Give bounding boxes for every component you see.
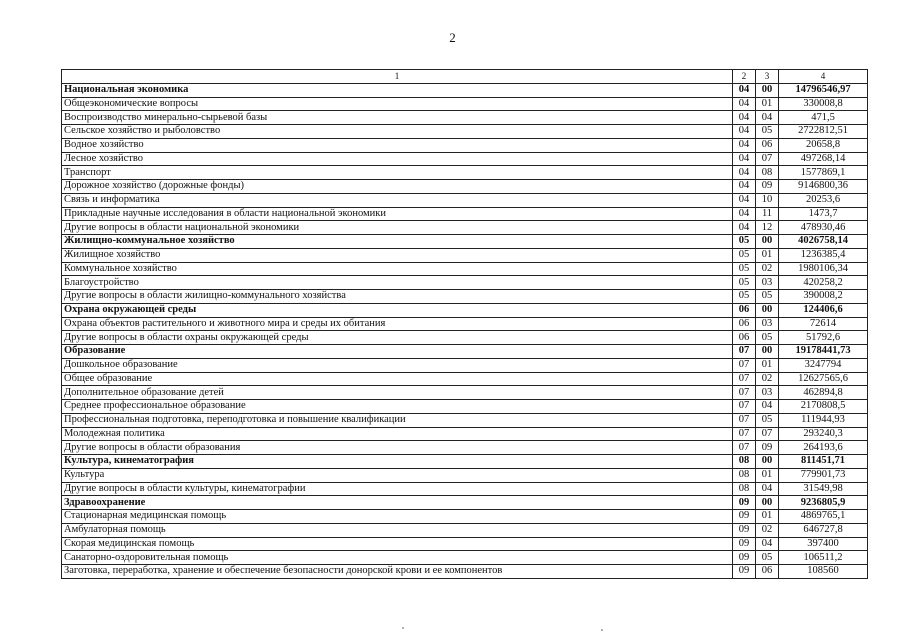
row-amount: 471,5 [779, 111, 868, 125]
row-amount: 20658,8 [779, 138, 868, 152]
table-row [62, 441, 868, 455]
row-amount: 1577869,1 [779, 166, 868, 180]
row-name: Среднее профессиональное образование [62, 400, 733, 414]
table-row [62, 386, 868, 400]
table-row [62, 510, 868, 524]
row-section-code: 05 [733, 248, 756, 262]
row-name: Другие вопросы в области культуры, кинематографии [62, 482, 733, 496]
row-section-code: 07 [733, 386, 756, 400]
row-subsection-code: 00 [756, 303, 779, 317]
row-amount: 111944,93 [779, 413, 868, 427]
row-amount: 3247794 [779, 358, 868, 372]
row-subsection-code: 07 [756, 427, 779, 441]
row-subsection-code: 07 [756, 152, 779, 166]
table-row [62, 138, 868, 152]
table-row [62, 207, 868, 221]
row-amount: 420258,2 [779, 276, 868, 290]
table-row [62, 276, 868, 290]
page-number: 2 [449, 30, 456, 45]
row-subsection-code: 01 [756, 510, 779, 524]
row-name: Дошкольное образование [62, 358, 733, 372]
row-section-code: 04 [733, 221, 756, 235]
row-amount: 4869765,1 [779, 510, 868, 524]
row-amount: 12627565,6 [779, 372, 868, 386]
row-section-code: 09 [733, 510, 756, 524]
row-section-code: 09 [733, 496, 756, 510]
row-section-code: 06 [733, 303, 756, 317]
row-name: Молодежная политика [62, 427, 733, 441]
row-subsection-code: 09 [756, 180, 779, 194]
row-name: Жилищно-коммунальное хозяйство [62, 235, 733, 249]
row-section-code: 07 [733, 345, 756, 359]
row-section-code: 04 [733, 152, 756, 166]
row-name: Национальная экономика [62, 83, 733, 97]
table-row [62, 290, 868, 304]
row-section-code: 05 [733, 235, 756, 249]
table-row [62, 523, 868, 537]
row-amount: 397400 [779, 537, 868, 551]
row-subsection-code: 00 [756, 83, 779, 97]
row-section-code: 09 [733, 537, 756, 551]
row-amount: 478930,46 [779, 221, 868, 235]
row-name: Другие вопросы в области жилищно-коммунального хозяйства [62, 290, 733, 304]
table-row [62, 152, 868, 166]
row-amount: 462894,8 [779, 386, 868, 400]
row-subsection-code: 01 [756, 97, 779, 111]
row-section-code: 05 [733, 276, 756, 290]
row-name: Профессиональная подготовка, переподготовка и повышение квалификации [62, 413, 733, 427]
row-amount: 20253,6 [779, 193, 868, 207]
row-amount: 106511,2 [779, 551, 868, 565]
row-name: Охрана объектов растительного и животного мира и среды их обитания [62, 317, 733, 331]
row-section-code: 04 [733, 166, 756, 180]
row-amount: 646727,8 [779, 523, 868, 537]
row-name: Амбулаторная помощь [62, 523, 733, 537]
row-section-code: 07 [733, 427, 756, 441]
row-name: Здравоохранение [62, 496, 733, 510]
row-subsection-code: 02 [756, 262, 779, 276]
section-row [62, 303, 868, 317]
row-subsection-code: 00 [756, 496, 779, 510]
table-row [62, 125, 868, 139]
row-subsection-code: 00 [756, 455, 779, 469]
row-name: Скорая медицинская помощь [62, 537, 733, 551]
table-row [62, 468, 868, 482]
row-section-code: 04 [733, 97, 756, 111]
row-amount: 108560 [779, 565, 868, 579]
row-amount: 1236385,4 [779, 248, 868, 262]
row-amount: 9236805,9 [779, 496, 868, 510]
row-subsection-code: 12 [756, 221, 779, 235]
row-subsection-code: 09 [756, 441, 779, 455]
row-section-code: 04 [733, 125, 756, 139]
table-row [62, 358, 868, 372]
row-subsection-code: 03 [756, 386, 779, 400]
row-amount: 4026758,14 [779, 235, 868, 249]
table-row [62, 372, 868, 386]
row-subsection-code: 05 [756, 331, 779, 345]
table-row [62, 180, 868, 194]
table-row [62, 317, 868, 331]
row-name: Дополнительное образование детей [62, 386, 733, 400]
row-amount: 72614 [779, 317, 868, 331]
row-section-code: 08 [733, 482, 756, 496]
row-section-code: 07 [733, 372, 756, 386]
header-name: 1 [62, 70, 733, 84]
table-row [62, 400, 868, 414]
row-name: Связь и информатика [62, 193, 733, 207]
row-section-code: 05 [733, 290, 756, 304]
row-amount: 497268,14 [779, 152, 868, 166]
scan-speck [601, 629, 603, 631]
row-subsection-code: 10 [756, 193, 779, 207]
row-subsection-code: 05 [756, 290, 779, 304]
row-subsection-code: 05 [756, 125, 779, 139]
row-subsection-code: 04 [756, 482, 779, 496]
row-section-code: 04 [733, 207, 756, 221]
row-amount: 1473,7 [779, 207, 868, 221]
row-amount: 51792,6 [779, 331, 868, 345]
section-row [62, 83, 868, 97]
section-row [62, 345, 868, 359]
row-amount: 9146800,36 [779, 180, 868, 194]
row-subsection-code: 02 [756, 523, 779, 537]
row-section-code: 08 [733, 455, 756, 469]
row-subsection-code: 00 [756, 345, 779, 359]
row-amount: 293240,3 [779, 427, 868, 441]
scan-speck [402, 627, 404, 629]
row-name: Другие вопросы в области образования [62, 441, 733, 455]
row-name: Дорожное хозяйство (дорожные фонды) [62, 180, 733, 194]
row-section-code: 09 [733, 565, 756, 579]
row-subsection-code: 03 [756, 276, 779, 290]
row-section-code: 07 [733, 413, 756, 427]
row-amount: 811451,71 [779, 455, 868, 469]
row-section-code: 07 [733, 400, 756, 414]
section-row [62, 235, 868, 249]
row-name: Коммунальное хозяйство [62, 262, 733, 276]
table-row [62, 331, 868, 345]
row-amount: 2170808,5 [779, 400, 868, 414]
row-amount: 31549,98 [779, 482, 868, 496]
table-row [62, 193, 868, 207]
row-name: Сельское хозяйство и рыболовство [62, 125, 733, 139]
row-section-code: 05 [733, 262, 756, 276]
table-row [62, 482, 868, 496]
row-amount: 390008,2 [779, 290, 868, 304]
row-name: Прикладные научные исследования в области национальной экономики [62, 207, 733, 221]
table-row [62, 248, 868, 262]
section-row [62, 455, 868, 469]
row-name: Стационарная медицинская помощь [62, 510, 733, 524]
row-name: Транспорт [62, 166, 733, 180]
row-subsection-code: 01 [756, 468, 779, 482]
row-section-code: 04 [733, 83, 756, 97]
row-subsection-code: 00 [756, 235, 779, 249]
row-name: Благоустройство [62, 276, 733, 290]
row-name: Другие вопросы в области охраны окружающей среды [62, 331, 733, 345]
header-subsection: 3 [756, 70, 779, 84]
row-section-code: 08 [733, 468, 756, 482]
row-section-code: 04 [733, 193, 756, 207]
row-amount: 2722812,51 [779, 125, 868, 139]
section-row [62, 496, 868, 510]
row-amount: 1980106,34 [779, 262, 868, 276]
row-name: Жилищное хозяйство [62, 248, 733, 262]
table-row [62, 413, 868, 427]
row-section-code: 06 [733, 317, 756, 331]
row-subsection-code: 06 [756, 138, 779, 152]
table-header-row [62, 70, 868, 84]
row-amount: 124406,6 [779, 303, 868, 317]
row-name: Общеэкономические вопросы [62, 97, 733, 111]
row-name: Водное хозяйство [62, 138, 733, 152]
row-subsection-code: 02 [756, 372, 779, 386]
row-section-code: 06 [733, 331, 756, 345]
row-name: Охрана окружающей среды [62, 303, 733, 317]
row-section-code: 04 [733, 180, 756, 194]
row-name: Общее образование [62, 372, 733, 386]
header-section: 2 [733, 70, 756, 84]
table-row [62, 262, 868, 276]
row-subsection-code: 06 [756, 565, 779, 579]
table-row [62, 537, 868, 551]
row-amount: 14796546,97 [779, 83, 868, 97]
table-row [62, 111, 868, 125]
row-section-code: 04 [733, 138, 756, 152]
table-row [62, 427, 868, 441]
row-name: Культура [62, 468, 733, 482]
row-name: Заготовка, переработка, хранение и обеспечение безопасности донорской крови и ее компонентов [62, 565, 733, 579]
row-amount: 19178441,73 [779, 345, 868, 359]
row-name: Другие вопросы в области национальной экономики [62, 221, 733, 235]
row-amount: 330008,8 [779, 97, 868, 111]
row-section-code: 07 [733, 358, 756, 372]
row-amount: 779901,73 [779, 468, 868, 482]
row-name: Санаторно-оздоровительная помощь [62, 551, 733, 565]
row-subsection-code: 03 [756, 317, 779, 331]
table-body [62, 83, 868, 578]
row-subsection-code: 01 [756, 248, 779, 262]
row-subsection-code: 05 [756, 413, 779, 427]
row-amount: 264193,6 [779, 441, 868, 455]
table-row [62, 97, 868, 111]
row-name: Культура, кинематография [62, 455, 733, 469]
row-subsection-code: 04 [756, 537, 779, 551]
table-row [62, 166, 868, 180]
row-section-code: 04 [733, 111, 756, 125]
row-subsection-code: 11 [756, 207, 779, 221]
row-subsection-code: 08 [756, 166, 779, 180]
row-name: Образование [62, 345, 733, 359]
table-row [62, 565, 868, 579]
row-subsection-code: 04 [756, 400, 779, 414]
header-amount: 4 [779, 70, 868, 84]
row-subsection-code: 01 [756, 358, 779, 372]
row-name: Воспроизводство минерально-сырьевой базы [62, 111, 733, 125]
row-section-code: 07 [733, 441, 756, 455]
budget-table [61, 69, 868, 579]
row-name: Лесное хозяйство [62, 152, 733, 166]
table-row [62, 551, 868, 565]
row-subsection-code: 04 [756, 111, 779, 125]
row-section-code: 09 [733, 523, 756, 537]
table-row [62, 221, 868, 235]
row-subsection-code: 05 [756, 551, 779, 565]
row-section-code: 09 [733, 551, 756, 565]
